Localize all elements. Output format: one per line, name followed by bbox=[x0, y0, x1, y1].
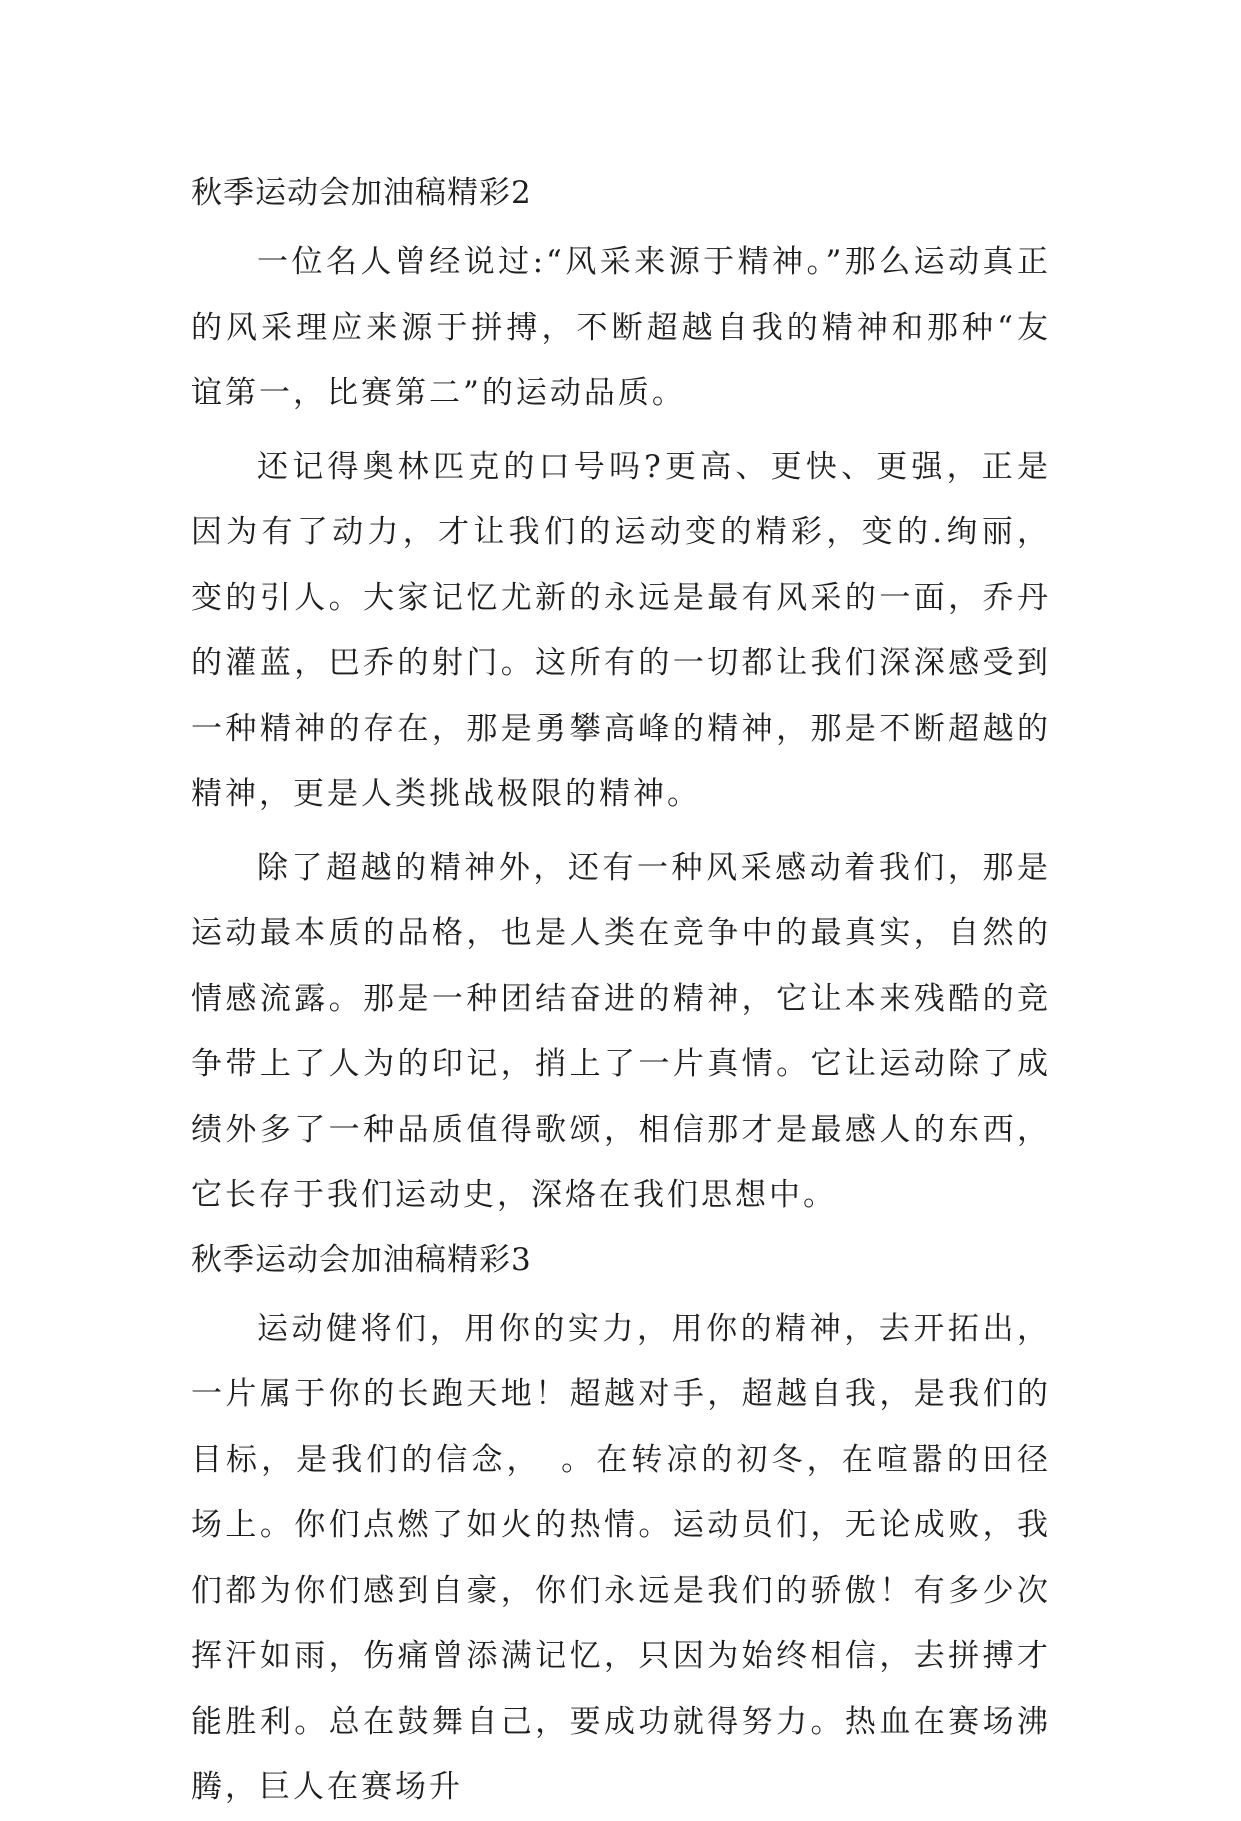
section-heading-3: 秋季运动会加油稿精彩3 bbox=[191, 1241, 532, 1278]
document-page bbox=[191, 0, 1051, 1805]
document-body bbox=[191, 162, 1051, 1821]
section-heading-2: 秋季运动会加油稿精彩2 bbox=[191, 175, 532, 211]
paragraph-3: 除了超越的精神外，还有一种风采感动着我们，那是运动最本质的品格，也是人类在竞争中的最真实，自然的情感流露。那是一种团结奋进的精神，它让本来残酷的竞争带上了人为的印记，捎上了一片真情。它让运动除了成绩外多了一种品质值得歌颂，相信那才是最感人的东西，它长存于我们运动史，深烙在我们思想中。 bbox=[191, 849, 1051, 1213]
paragraph-2: 还记得奥林匹克的口号吗?更高、更快、更强，正是因为有了动力，才让我们的运动变的精彩，变的.绚丽，变的引人。大家记忆尤新的永远是最有风采的一面，乔丹的灌蓝，巴乔的射门。这所有的一切都让我们深深感受到一种精神的存在，那是勇攀高峰的精神，那是不断超越的精神，更是人类挑战极限的精神。 bbox=[191, 448, 1051, 812]
paragraph-4: 运动健将们，用你的实力，用你的精神，去开拓出，一片属于你的长跑天地！超越对手，超越自我，是我们的目标，是我们的信念， 。在转凉的初冬，在喧嚣的田径场上。你们点燃了如火的热情。运动员们，无论成败，我们都为你们感到自豪，你们永远是我们的骄傲！有多少次挥汗如雨，伤痛曾添满记忆，只因为始终相信，去拼搏才能胜利。总在鼓舞自己，要成功就得努力。热血在赛场沸腾，巨人在赛场升 bbox=[191, 1310, 1051, 1805]
paragraph-1: 一位名人曾经说过:“风采来源于精神。”那么运动真正的风采理应来源于拼搏，不断超越自我的精神和那种“友谊第一，比赛第二”的运动品质。 bbox=[191, 244, 1051, 411]
